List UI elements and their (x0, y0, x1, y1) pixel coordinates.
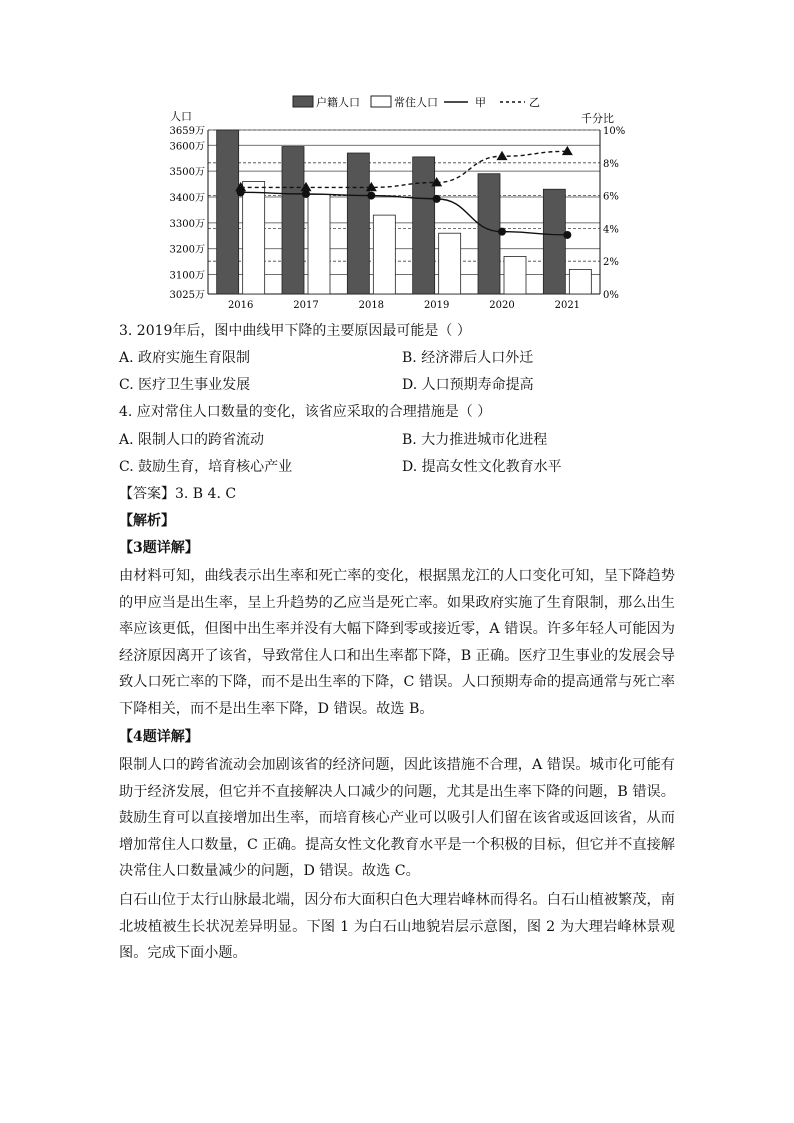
right-tick-label: 8% (603, 158, 619, 170)
right-tick-label: 6% (603, 191, 619, 203)
x-tick-label: 2021 (554, 300, 581, 311)
q3-detail-paragraph: 由材料可知，曲线表示出生率和死亡率的变化，根据黑龙江的人口变化可知，呈下降趋势的甲应当是出生率，呈上升趋势的乙应当是死亡率。如果政府实施了生育限制，那么出生率应该更低，但图中出生率并没有大幅下降到零或接近零，A 错误。许多年轻人可能因为经济原因离开了该省，导致常住人口和出生率都下降，B 正确。医疗卫生事业的发展会导致人口死亡率的下降，而不是出生率的下降，C 错误。人口预期寿命的提高通常与死亡率下降相关，而不是出生率下降，D 错误。故选 B。 (119, 568, 675, 717)
legend-label-jia: 甲 (475, 96, 486, 109)
q4-option-b: B. 大力推进城市化进程 (402, 432, 548, 448)
x-tick-label: 2016 (227, 300, 254, 311)
left-tick-label: 3100万 (169, 270, 205, 282)
left-tick-label: 3025万 (169, 290, 205, 301)
q4-stem: 4. 应对常住人口数量的变化，该省应采取的合理措施是（ ） (119, 404, 492, 420)
bar-huji-2017 (282, 147, 304, 294)
chart-legend (293, 95, 540, 109)
left-tick-label: 3200万 (169, 244, 205, 256)
right-tick-label: 10% (603, 126, 626, 137)
point-jia-2020 (498, 228, 506, 236)
point-jia-2021 (563, 231, 571, 239)
q3-option-d: D. 人口预期寿命提高 (402, 377, 534, 393)
x-tick-label: 2018 (358, 300, 385, 311)
q3-option-a: A. 政府实施生育限制 (119, 350, 251, 366)
bar-huji-2018 (347, 153, 369, 294)
right-tick-label: 4% (603, 224, 619, 236)
q4-option-a: A. 限制人口的跨省流动 (119, 432, 265, 448)
bar-huji-2020 (478, 174, 500, 294)
right-tick-label: 2% (603, 257, 619, 269)
x-tick-label: 2019 (423, 300, 450, 311)
plot-area (170, 125, 626, 311)
right-axis-title: 千分比 (581, 112, 614, 125)
left-tick-label: 3600万 (169, 141, 205, 153)
bar-changzhu-2016 (243, 181, 265, 294)
left-tick-label: 3659万 (169, 126, 205, 137)
left-tick-label: 3400万 (169, 192, 205, 204)
q3-option-b: B. 经济滞后人口外迁 (402, 350, 534, 366)
q4-option-c: C. 鼓励生育，培育核心产业 (119, 459, 293, 475)
legend-label-huji: 户籍人口 (316, 96, 360, 109)
q4-detail-label: 【4题详解】 (119, 729, 199, 745)
point-jia-2019 (433, 195, 441, 203)
legend-swatch-changzhu (371, 96, 391, 107)
right-tick-label: 0% (603, 290, 619, 301)
legend-swatch-huji (293, 96, 313, 107)
left-axis-title: 人口 (170, 110, 192, 123)
bar-changzhu-2018 (373, 215, 395, 294)
q3-option-c: C. 医疗卫生事业发展 (119, 377, 251, 393)
bar-changzhu-2017 (308, 194, 330, 294)
left-tick-label: 3300万 (169, 218, 205, 230)
bar-changzhu-2019 (439, 233, 461, 294)
next-question-intro: 白石山位于太行山脉最北端，因分布大面积白色大理岩峰林而得名。白石山植被繁茂，南北坡植被生长状况差异明显。下图 1 为白石山地貌岩层示意图，图 2 为大理岩峰林景观图。完成下面小题。 (119, 892, 675, 961)
q4-option-d: D. 提高女性文化教育水平 (402, 459, 562, 475)
x-tick-label: 2020 (489, 300, 515, 311)
bar-huji-2021 (543, 189, 565, 294)
q4-detail-paragraph: 限制人口的跨省流动会加剧该省的经济问题，因此该措施不合理，A 错误。城市化可能有助于经济发展，但它并不直接解决人口减少的问题，尤其是出生率下降的问题，B 错误。鼓励生育可以直接增加出生率，而培育核心产业可以吸引人们留在该省或返回该省，从而增加常住人口数量，C 正确。提高女性文化教育水平是一个积极的目标，但它并不直接解决常住人口数量减少的问题，D 错误。故选 C。 (119, 757, 675, 879)
bar-huji-2016 (217, 130, 239, 294)
left-tick-label: 3500万 (169, 167, 205, 179)
point-jia-2018 (367, 192, 375, 200)
legend-label-yi: 乙 (529, 96, 540, 109)
bar-huji-2019 (413, 157, 435, 294)
point-yi-2020 (497, 151, 508, 160)
bar-changzhu-2021 (569, 269, 591, 294)
q3-detail-label: 【3题详解】 (119, 540, 199, 556)
q3-stem: 3. 2019年后，图中曲线甲下降的主要原因最可能是（ ） (119, 323, 471, 339)
analysis-label: 【解析】 (119, 513, 175, 529)
point-yi-2021 (562, 146, 573, 155)
answer-line: 【答案】3. B 4. C (119, 486, 237, 502)
population-chart (160, 88, 630, 316)
legend-label-changzhu: 常住人口 (394, 96, 438, 109)
x-tick-label: 2017 (293, 300, 319, 311)
bar-changzhu-2020 (504, 256, 526, 294)
